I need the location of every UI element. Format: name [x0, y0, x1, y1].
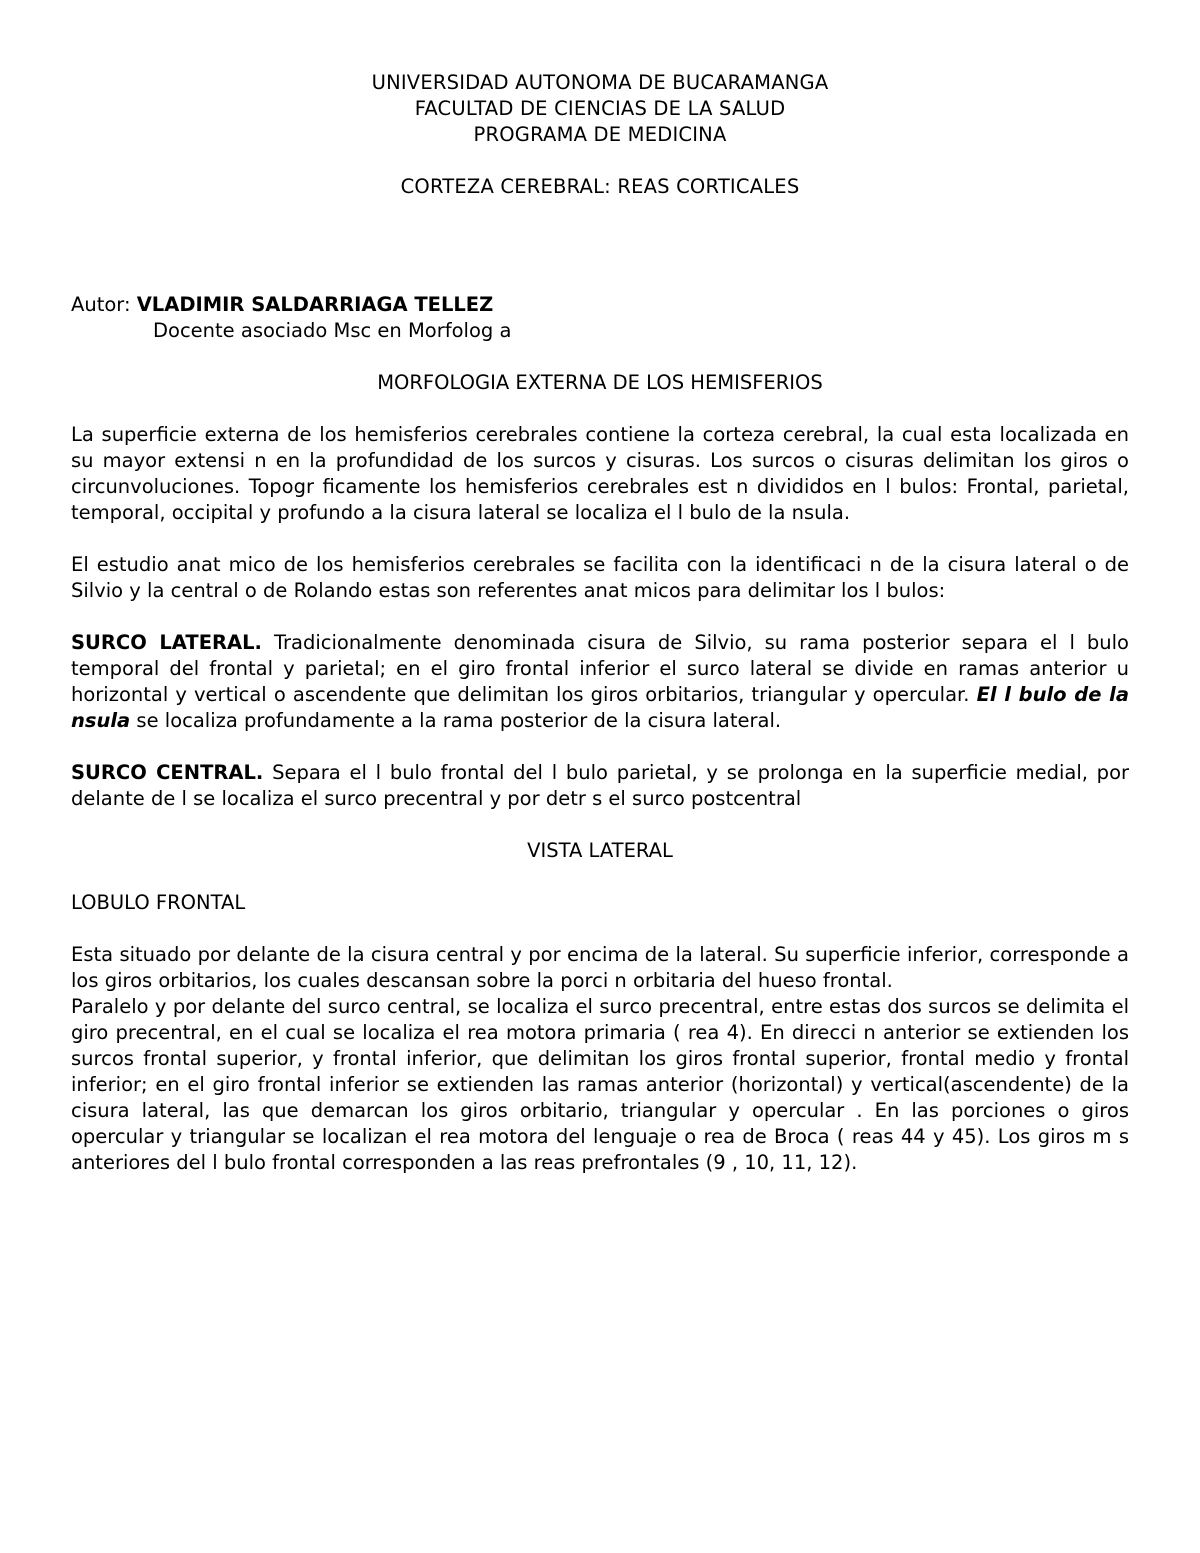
paragraph-superficie: La superficie externa de los hemisferios cerebrales contiene la corteza cerebral, la cual esta localizada en su mayor extensi n en la profundidad de los surcos y cisuras. Los surcos o cisuras delimitan los giros o circunvoluciones. Topogr ficamente los hemisferios cerebrales est n divididos en l bulos: Frontal, parietal, temporal, occipital y profundo a la cisura lateral se localiza el l bulo de la nsula. — [71, 423, 1129, 524]
paragraph-lobulo-frontal-1: Esta situado por delante de la cisura central y por encima de la lateral. Su superficie inferior, corresponde a los giros orbitarios, los cuales descansan sobre la porci n orbitaria del hueso frontal. — [71, 943, 1129, 992]
author-label: Autor: — [71, 293, 137, 316]
paragraph-lobulo-frontal-2: Paralelo y por delante del surco central, se localiza el surco precentral, entre estas dos surcos se delimita el giro precentral, en el cual se localiza el rea motora primaria ( rea 4). En direcci n anterior se extienden los surcos frontal superior, y frontal inferior, que delimitan los giros frontal superior, frontal medio y frontal inferior; en el giro frontal inferior se extienden las ramas anterior (horizontal) y vertical(ascendente) de la cisura lateral, las que demarcan los giros orbitario, triangular y opercular . En las porciones o giros opercular y triangular se localizan el rea motora del lenguaje o rea de Broca ( reas 44 y 45). Los giros m s anteriores del l bulo frontal corresponden a las reas prefrontales (9 , 10, 11, 12). — [71, 995, 1129, 1174]
document-title: CORTEZA CEREBRAL: REAS CORTICALES — [400, 175, 800, 198]
paragraph-estudio: El estudio anat mico de los hemisferios cerebrales se facilita con la identificaci n de la cisura lateral o de Silvio y la central o de Rolando estas son referentes anat micos para delimitar los l bulos: — [71, 553, 1129, 602]
author-role: Docente asociado Msc en Morfolog a — [153, 319, 512, 342]
surco-central-heading: SURCO CENTRAL. — [71, 761, 264, 784]
subheading-lobulo-frontal: LOBULO FRONTAL — [71, 891, 246, 914]
university-heading: UNIVERSIDAD AUTONOMA DE BUCARAMANGA — [371, 71, 829, 94]
insula-emphasis: El l bulo de la nsula — [71, 683, 1129, 732]
document-page — [71, 70, 1129, 1176]
author-name: VLADIMIR SALDARRIAGA TELLEZ — [136, 293, 494, 316]
section-title-morfologia: MORFOLOGIA EXTERNA DE LOS HEMISFERIOS — [377, 371, 823, 394]
paragraph-surco-lateral — [71, 630, 1129, 734]
surco-lateral-heading: SURCO LATERAL. — [71, 631, 262, 654]
surco-lateral-text-b: se localiza profundamente a la rama posterior de la cisura lateral. — [130, 709, 782, 732]
author-block — [71, 292, 1129, 344]
program-heading: PROGRAMA DE MEDICINA — [473, 123, 727, 146]
surco-lateral-text-a: Tradicionalmente denominada cisura de Silvio, su rama posterior separa el l bulo temporal del frontal y parietal; en el giro frontal inferior el surco lateral se divide en ramas anterior u horizontal y vertical o ascendente que delimitan los giros orbitarios, triangular y opercular. — [71, 631, 1129, 706]
faculty-heading: FACULTAD DE CIENCIAS DE LA SALUD — [414, 97, 786, 120]
section-title-vista-lateral: VISTA LATERAL — [527, 839, 673, 862]
paragraph-surco-central — [71, 760, 1129, 812]
author-line — [71, 292, 1129, 318]
surco-central-text: Separa el l bulo frontal del l bulo parietal, y se prolonga en la superficie medial, por delante de l se localiza el surco precentral y por detr s el surco postcentral — [71, 761, 1130, 810]
